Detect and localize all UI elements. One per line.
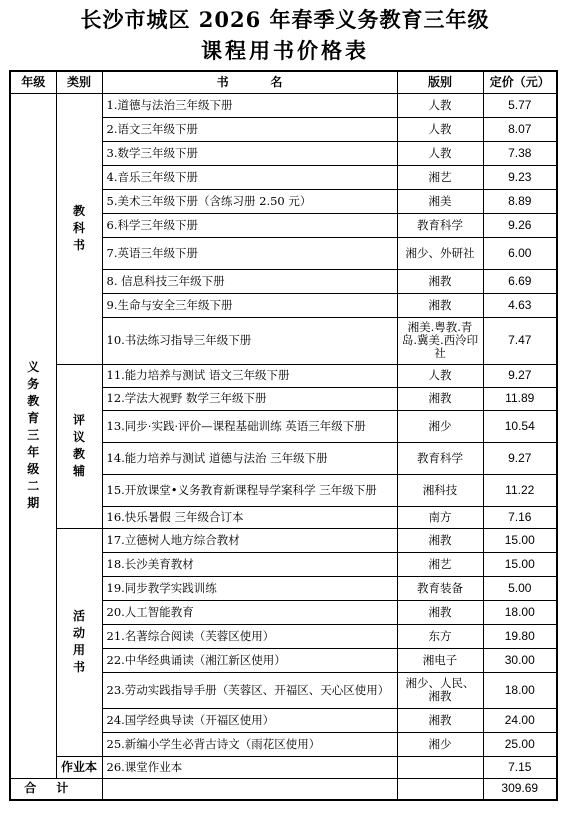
book-price: 15.00 xyxy=(483,552,557,576)
book-price: 24.00 xyxy=(483,708,557,732)
book-price: 19.80 xyxy=(483,624,557,648)
book-edition xyxy=(397,756,483,778)
header-category: 类别 xyxy=(56,71,102,93)
book-edition: 教育科学 xyxy=(397,442,483,474)
book-edition: 湘教 xyxy=(397,293,483,317)
header-row xyxy=(10,71,557,93)
total-value: 309.69 xyxy=(483,778,557,800)
category-activity: 活 动 用 书 xyxy=(56,528,102,756)
book-edition: 湘艺 xyxy=(397,552,483,576)
book-name: 2.语文三年级下册 xyxy=(102,117,397,141)
table-row xyxy=(10,364,557,387)
book-edition: 人教 xyxy=(397,117,483,141)
book-edition: 湘教 xyxy=(397,708,483,732)
book-name: 15.开放课堂•义务教育新课程导学案科学 三年级下册 xyxy=(102,474,397,506)
category-textbook: 教 科 书 xyxy=(56,93,102,364)
grade-cell: 义 务 教 育 三 年 级 二 期 xyxy=(10,93,56,778)
book-price: 8.89 xyxy=(483,189,557,213)
total-empty-name xyxy=(102,778,397,800)
book-edition: 人教 xyxy=(397,93,483,117)
book-name: 23.劳动实践指导手册（芙蓉区、开福区、天心区使用） xyxy=(102,672,397,708)
book-name: 24.国学经典导读（开福区使用） xyxy=(102,708,397,732)
book-name: 13.同步·实践·评价—课程基础训练 英语三年级下册 xyxy=(102,410,397,442)
total-empty-edition xyxy=(397,778,483,800)
book-price: 8.07 xyxy=(483,117,557,141)
book-edition: 湘艺 xyxy=(397,165,483,189)
book-price: 5.00 xyxy=(483,576,557,600)
book-edition: 湘教 xyxy=(397,600,483,624)
book-name: 10.书法练习指导三年级下册 xyxy=(102,317,397,364)
book-price: 9.27 xyxy=(483,364,557,387)
book-edition: 湘少、外研社 xyxy=(397,237,483,269)
book-name: 20.人工智能教育 xyxy=(102,600,397,624)
book-edition: 湘少、人民、湘教 xyxy=(397,672,483,708)
header-edition: 版别 xyxy=(397,71,483,93)
table-row xyxy=(10,756,557,778)
book-price: 7.47 xyxy=(483,317,557,364)
book-edition: 教育科学 xyxy=(397,213,483,237)
total-label: 合计 xyxy=(10,778,102,800)
book-edition: 南方 xyxy=(397,506,483,528)
book-price: 11.22 xyxy=(483,474,557,506)
book-edition: 湘教 xyxy=(397,387,483,410)
book-price: 6.00 xyxy=(483,237,557,269)
page-title: 长沙市城区 2026 年春季义务教育三年级 xyxy=(80,7,490,32)
book-name: 7.英语三年级下册 xyxy=(102,237,397,269)
book-price: 10.54 xyxy=(483,410,557,442)
book-name: 5.美术三年级下册（含练习册 2.50 元） xyxy=(102,189,397,213)
book-price: 25.00 xyxy=(483,732,557,756)
book-name: 14.能力培养与测试 道德与法治 三年级下册 xyxy=(102,442,397,474)
book-price: 9.23 xyxy=(483,165,557,189)
table-row xyxy=(10,93,557,117)
book-price: 5.77 xyxy=(483,93,557,117)
book-name: 4.音乐三年级下册 xyxy=(102,165,397,189)
book-price: 9.26 xyxy=(483,213,557,237)
book-price: 6.69 xyxy=(483,269,557,293)
book-edition: 湘少 xyxy=(397,410,483,442)
book-edition: 湘少 xyxy=(397,732,483,756)
book-price: 7.15 xyxy=(483,756,557,778)
book-price: 7.38 xyxy=(483,141,557,165)
book-name: 8. 信息科技三年级下册 xyxy=(102,269,397,293)
price-table xyxy=(9,70,558,801)
book-name: 6.科学三年级下册 xyxy=(102,213,397,237)
book-edition: 湘美.粤教.青岛.冀美.西泠印社 xyxy=(397,317,483,364)
header-price: 定价（元） xyxy=(483,71,557,93)
book-name: 22.中华经典诵读（湘江新区使用） xyxy=(102,648,397,672)
book-edition: 人教 xyxy=(397,364,483,387)
book-price: 11.89 xyxy=(483,387,557,410)
book-name: 1.道德与法治三年级下册 xyxy=(102,93,397,117)
book-price: 18.00 xyxy=(483,672,557,708)
book-edition: 湘教 xyxy=(397,269,483,293)
book-edition: 教育装备 xyxy=(397,576,483,600)
header-grade: 年级 xyxy=(10,71,56,93)
book-name: 12.学法大视野 数学三年级下册 xyxy=(102,387,397,410)
header-book: 书 名 xyxy=(102,71,397,93)
category-assist: 评 议 教 辅 xyxy=(56,364,102,528)
book-name: 19.同步教学实践训练 xyxy=(102,576,397,600)
book-name: 26.课堂作业本 xyxy=(102,756,397,778)
book-price: 7.16 xyxy=(483,506,557,528)
book-name: 18.长沙美育教材 xyxy=(102,552,397,576)
book-edition: 东方 xyxy=(397,624,483,648)
book-name: 25.新编小学生必背古诗文（雨花区使用） xyxy=(102,732,397,756)
book-price: 15.00 xyxy=(483,528,557,552)
book-price: 30.00 xyxy=(483,648,557,672)
book-name: 17.立德树人地方综合教材 xyxy=(102,528,397,552)
book-edition: 湘美 xyxy=(397,189,483,213)
book-name: 9.生命与安全三年级下册 xyxy=(102,293,397,317)
book-price: 4.63 xyxy=(483,293,557,317)
book-edition: 人教 xyxy=(397,141,483,165)
book-edition: 湘科技 xyxy=(397,474,483,506)
book-name: 11.能力培养与测试 语文三年级下册 xyxy=(102,364,397,387)
total-row xyxy=(10,778,557,800)
book-edition: 湘教 xyxy=(397,528,483,552)
table-row xyxy=(10,528,557,552)
book-price: 18.00 xyxy=(483,600,557,624)
book-name: 16.快乐暑假 三年级合订本 xyxy=(102,506,397,528)
book-price: 9.27 xyxy=(483,442,557,474)
book-name: 21.名著综合阅读（芙蓉区使用） xyxy=(102,624,397,648)
book-edition: 湘电子 xyxy=(397,648,483,672)
page-subtitle: 课程用书价格表 xyxy=(201,38,369,63)
book-name: 3.数学三年级下册 xyxy=(102,141,397,165)
category-homework: 作业本 xyxy=(56,756,102,778)
